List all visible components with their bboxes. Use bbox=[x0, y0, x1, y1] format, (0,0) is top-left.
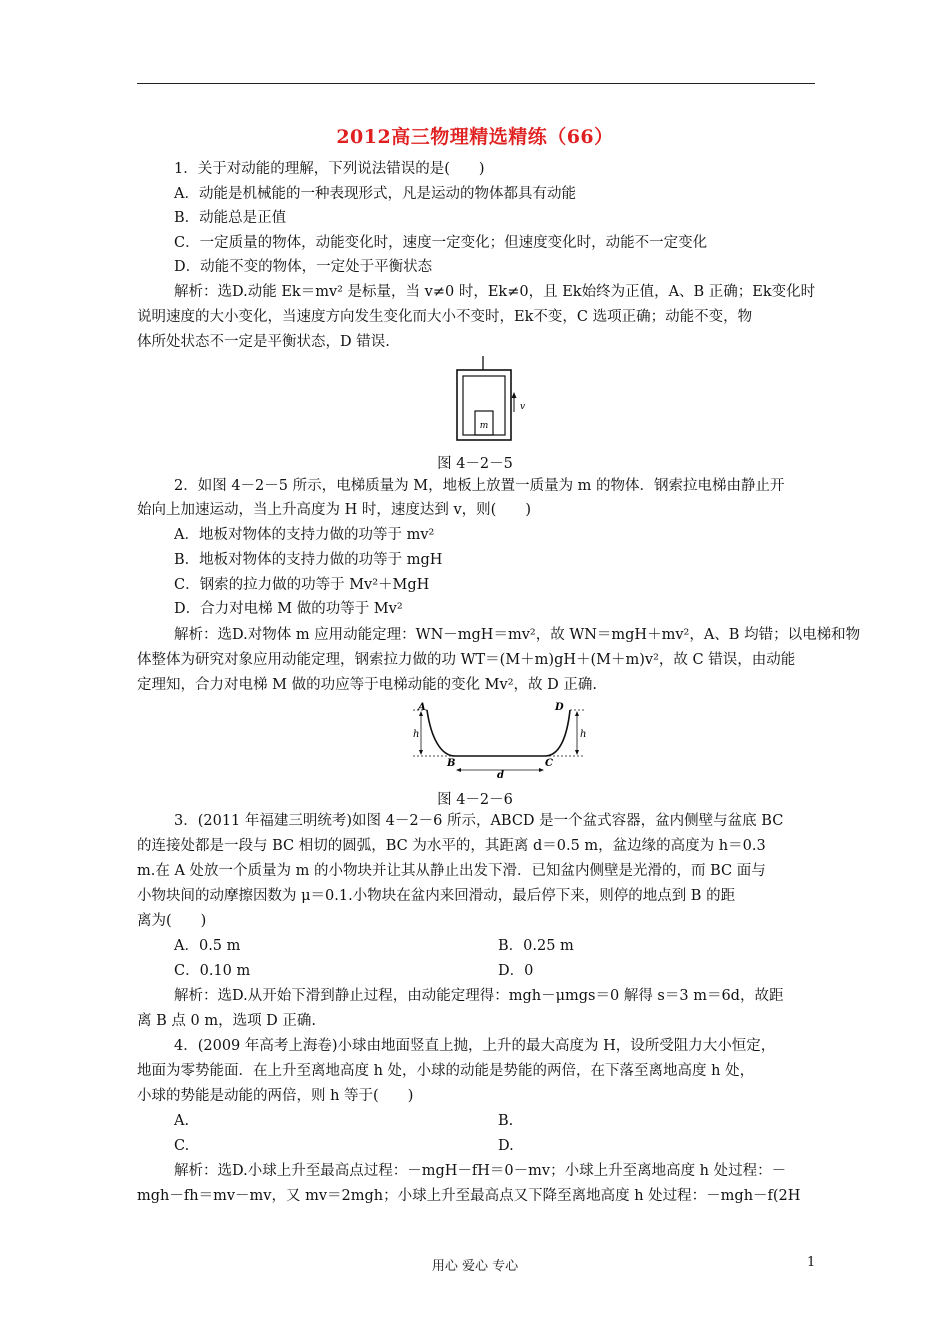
text-line: 4．(2009 年高考上海卷)小球由地面竖直上抛，上升的最大高度为 H，设所受阻力大小恒定， bbox=[174, 1038, 776, 1054]
text-line: 2．如图 4－2－5 所示，电梯质量为 M，地板上放置一质量为 m 的物体．钢索拉电梯由静止开 bbox=[174, 478, 785, 494]
figure-caption-4-2-6: 图 4－2－6 bbox=[437, 792, 513, 808]
text-line: 小球的势能是动能的两倍，则 h 等于( ) bbox=[137, 1088, 414, 1104]
text-line: D．合力对电梯 M 做的功等于 Mv² bbox=[174, 601, 403, 617]
figure-elevator bbox=[440, 352, 530, 444]
text-line: D. bbox=[498, 1138, 514, 1154]
label-C: C bbox=[545, 758, 553, 769]
text-line: 体整体为研究对象应用动能定理，钢索拉力做的功 WT＝(M＋m)gH＋(M＋m)v²，故 C 错误，由动能 bbox=[137, 652, 796, 668]
basin-curve bbox=[427, 710, 570, 756]
text-line: 离为( ) bbox=[137, 913, 207, 929]
text-line: 解析：选D.小球上升至最高点过程：－mgH－fH＝0－mv；小球上升至离地高度 h 处过程：－ bbox=[174, 1163, 787, 1179]
velocity-label: v bbox=[520, 402, 526, 412]
text-line: 始向上加速运动，当上升高度为 H 时，速度达到 v，则( ) bbox=[137, 502, 531, 518]
text-line: 3．(2011 年福建三明统考)如图 4－2－6 所示，ABCD 是一个盆式容器，盆内侧壁与盆底 BC bbox=[174, 813, 784, 829]
header-rule bbox=[137, 83, 815, 84]
text-line: B．0.25 m bbox=[498, 938, 574, 954]
label-h-right: h bbox=[580, 729, 587, 740]
text-line: A．0.5 m bbox=[174, 938, 241, 954]
text-line: m.在 A 处放一个质量为 m 的小物块并让其从静止出发下滑．已知盆内侧壁是光滑的，而 BC 面与 bbox=[137, 863, 766, 879]
text-line: B．地板对物体的支持力做的功等于 mgH bbox=[174, 552, 443, 568]
page-footer: 用心 爱心 专心 bbox=[431, 1259, 519, 1274]
text-line: 地面为零势能面．在上升至离地高度 h 处，小球的动能是势能的两倍，在下落至离地高度 h 处， bbox=[137, 1063, 755, 1079]
page-number: 1 bbox=[807, 1255, 816, 1270]
mass-label: m bbox=[479, 421, 489, 431]
text-line: 定理知，合力对电梯 M 做的功应等于电梯动能的变化 Mv²，故 D 正确. bbox=[137, 677, 597, 693]
figure-basin bbox=[405, 700, 590, 780]
label-D: D bbox=[555, 702, 564, 713]
text-line: B．动能总是正值 bbox=[174, 210, 287, 226]
label-A: A bbox=[418, 702, 426, 713]
text-line: C．钢索的拉力做的功等于 Mv²＋MgH bbox=[174, 577, 430, 593]
text-line: 体所处状态不一定是平衡状态，D 错误. bbox=[137, 334, 390, 350]
text-line: 1．关于对动能的理解，下列说法错误的是( ) bbox=[174, 161, 485, 177]
text-line: 小物块间的动摩擦因数为 μ＝0.1.小物块在盆内来回滑动，最后停下来，则停的地点到 B 的距 bbox=[137, 888, 736, 904]
text-line: C．一定质量的物体，动能变化时，速度一定变化；但速度变化时，动能不一定变化 bbox=[174, 235, 708, 251]
label-B: B bbox=[447, 758, 456, 769]
text-line: C. bbox=[174, 1138, 190, 1154]
text-line: 离 B 点 0 m，选项 D 正确. bbox=[137, 1013, 317, 1029]
text-line: 解析：选D.对物体 m 应用动能定理：WN－mgH＝mv²，故 WN＝mgH＋mv²，A、B 均错；以电梯和物 bbox=[174, 627, 861, 643]
text-line: A．地板对物体的支持力做的功等于 mv² bbox=[174, 527, 435, 543]
label-h-left: h bbox=[413, 729, 420, 740]
text-line: 说明速度的大小变化，当速度方向发生变化而大小不变时，Ek不变，C 选项正确；动能不变，物 bbox=[137, 309, 753, 325]
text-line: 解析：选D.从开始下滑到静止过程，由动能定理得：mgh－μmgs＝0 解得 s＝3 m＝6d，故距 bbox=[174, 988, 784, 1004]
text-line: 的连接处都是一段与 BC 相切的圆弧，BC 为水平的，其距离 d＝0.5 m，盆边缘的高度为 h＝0.3 bbox=[137, 838, 766, 854]
text-line: D．动能不变的物体，一定处于平衡状态 bbox=[174, 259, 433, 275]
figure-caption-4-2-5: 图 4－2－5 bbox=[437, 456, 513, 472]
label-d: d bbox=[497, 770, 504, 780]
text-line: mgh－fh＝mv－mv，又 mv＝2mgh；小球上升至最高点又下降至离地高度 h 处过程：－mgh－f(2H bbox=[137, 1188, 801, 1204]
text-line: 解析：选D.动能 Ek＝mv² 是标量，当 v≠0 时，Ek≠0，且 Ek始终为正值，A、B 正确；Ek变化时 bbox=[174, 284, 816, 300]
text-line: C．0.10 m bbox=[174, 963, 251, 979]
text-line: B. bbox=[498, 1113, 514, 1129]
velocity-arrowhead bbox=[512, 392, 517, 398]
text-line: A. bbox=[174, 1113, 190, 1129]
text-line: D．0 bbox=[498, 963, 534, 979]
page-title: 2012高三物理精选精练（66） bbox=[336, 126, 614, 148]
text-line: A．动能是机械能的一种表现形式，凡是运动的物体都具有动能 bbox=[174, 186, 576, 202]
